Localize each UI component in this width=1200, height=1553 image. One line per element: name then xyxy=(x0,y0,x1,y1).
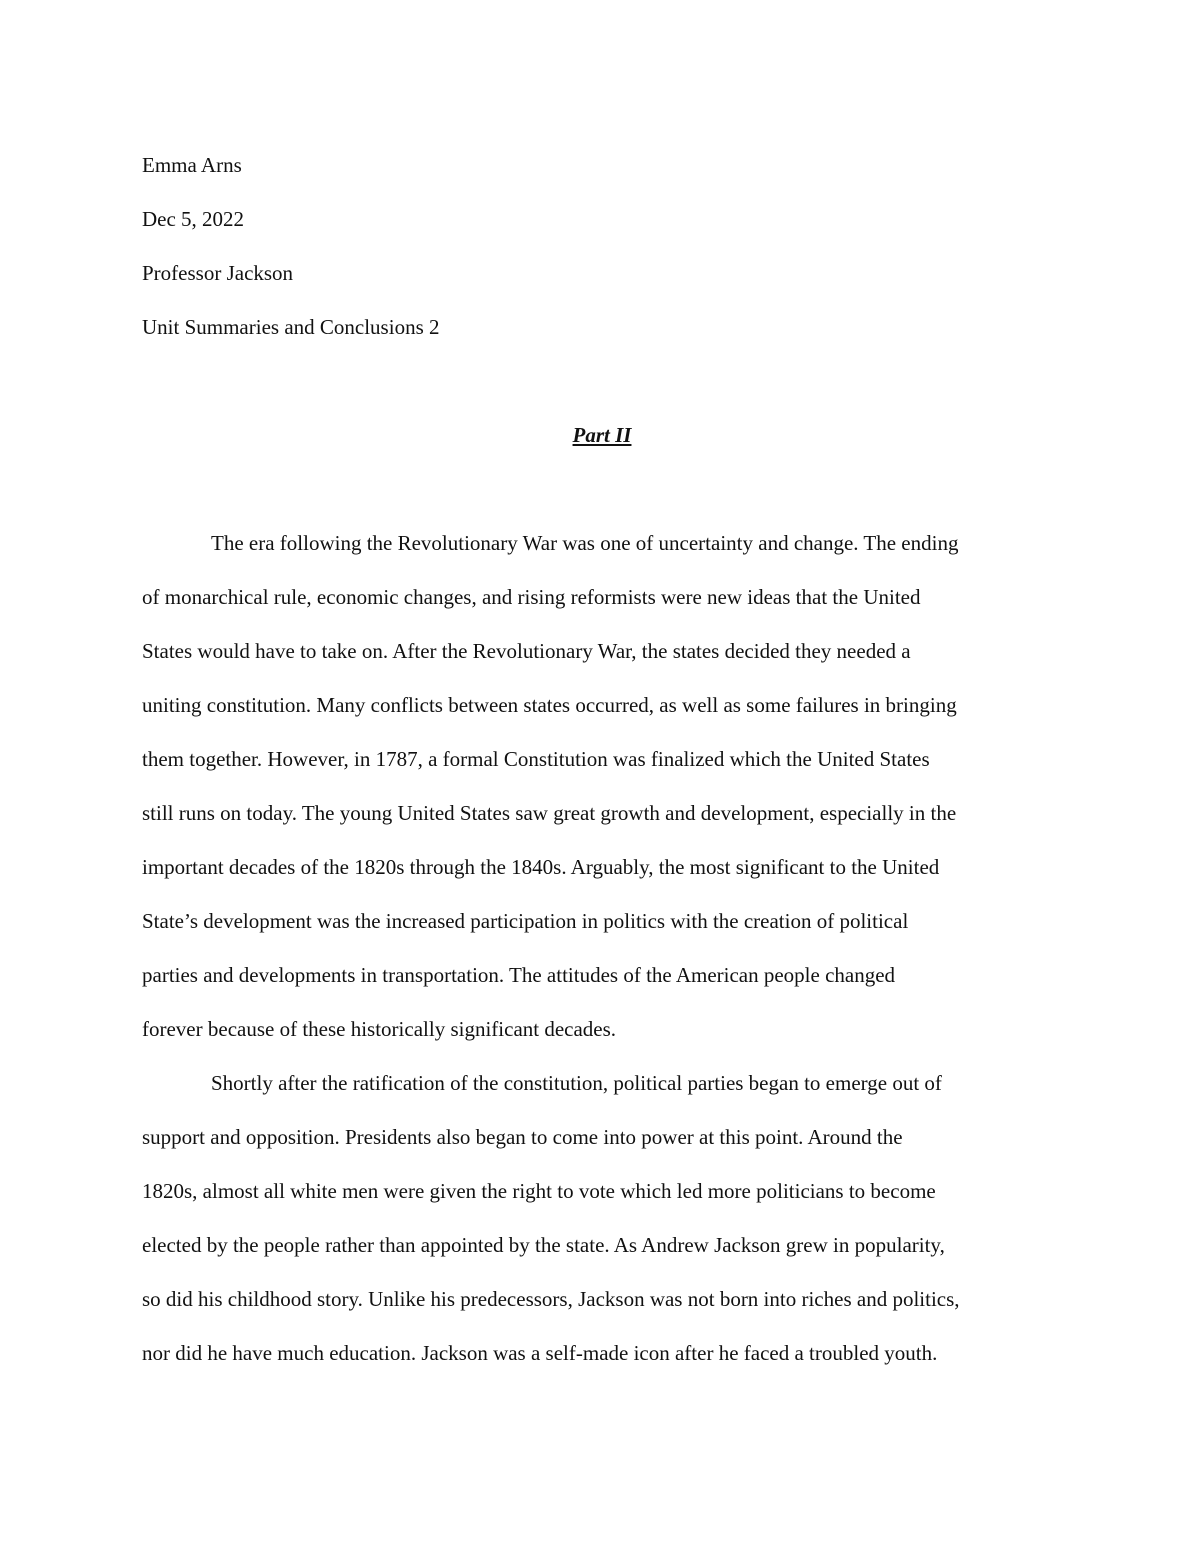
paragraph-line: uniting constitution. Many conflicts between states occurred, as well as some failures in bringing xyxy=(142,693,957,717)
paragraph-1 xyxy=(142,516,1062,1056)
paragraph-line: elected by the people rather than appointed by the state. As Andrew Jackson grew in popularity, xyxy=(142,1233,945,1257)
student-name: Emma Arns xyxy=(142,153,242,177)
header-block xyxy=(142,138,1062,354)
paragraph-line: 1820s, almost all white men were given the right to vote which led more politicians to become xyxy=(142,1179,936,1203)
paragraph-line: forever because of these historically significant decades. xyxy=(142,1017,617,1041)
paragraph-line: them together. However, in 1787, a formal Constitution was finalized which the United States xyxy=(142,747,930,771)
section-title: Part II xyxy=(572,423,632,447)
paragraph-line: so did his childhood story. Unlike his predecessors, Jackson was not born into riches and politics, xyxy=(142,1287,960,1311)
paragraph-line: support and opposition. Presidents also began to come into power at this point. Around the xyxy=(142,1125,903,1149)
paragraph-line: important decades of the 1820s through the 1840s. Arguably, the most significant to the United xyxy=(142,855,940,879)
paragraph-line: Shortly after the ratification of the constitution, political parties began to emerge out of xyxy=(211,1071,942,1095)
professor-line: Professor Jackson xyxy=(142,261,294,285)
assignment-title: Unit Summaries and Conclusions 2 xyxy=(142,315,440,339)
paragraph-line: nor did he have much education. Jackson was a self-made icon after he faced a troubled youth. xyxy=(142,1341,938,1365)
paragraph-line: still runs on today. The young United States saw great growth and development, especially in the xyxy=(142,801,957,825)
paragraph-line: The era following the Revolutionary War was one of uncertainty and change. The ending xyxy=(211,531,959,555)
date-line: Dec 5, 2022 xyxy=(142,207,245,231)
paragraph-line: State’s development was the increased participation in politics with the creation of political xyxy=(142,909,909,933)
paragraph-line: of monarchical rule, economic changes, and rising reformists were new ideas that the United xyxy=(142,585,921,609)
paragraph-line: parties and developments in transportation. The attitudes of the American people changed xyxy=(142,963,896,987)
document-body xyxy=(142,138,1062,1380)
paragraph-line: States would have to take on. After the Revolutionary War, the states decided they needed a xyxy=(142,639,911,663)
paragraph-2 xyxy=(142,1056,1062,1380)
